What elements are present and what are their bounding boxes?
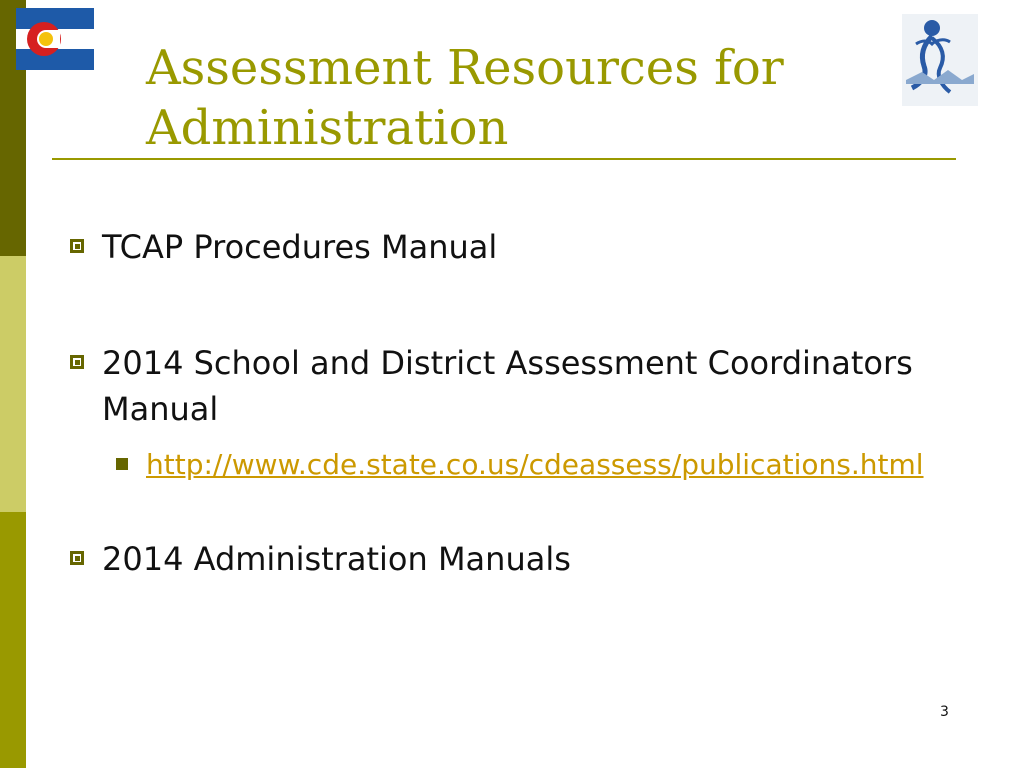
bullet-text: 2014 School and District Assessment Coordinators Manual xyxy=(102,344,913,428)
sub-bullet-item xyxy=(146,446,966,484)
square-bullet-icon xyxy=(70,551,84,565)
slide-title: Assessment Resources for Administration xyxy=(146,40,784,156)
publications-link[interactable]: http://www.cde.state.co.us/cdeassess/publications.html xyxy=(146,448,924,481)
bullet-text: 2014 Administration Manuals xyxy=(102,540,571,578)
square-bullet-icon xyxy=(70,355,84,369)
bullet-item xyxy=(102,536,962,582)
filled-square-bullet-icon xyxy=(116,458,128,470)
page-number: 3 xyxy=(940,704,949,720)
bullet-text: TCAP Procedures Manual xyxy=(102,228,498,266)
square-bullet-icon xyxy=(70,239,84,253)
bullet-item xyxy=(102,340,962,432)
bullet-item xyxy=(102,224,962,270)
